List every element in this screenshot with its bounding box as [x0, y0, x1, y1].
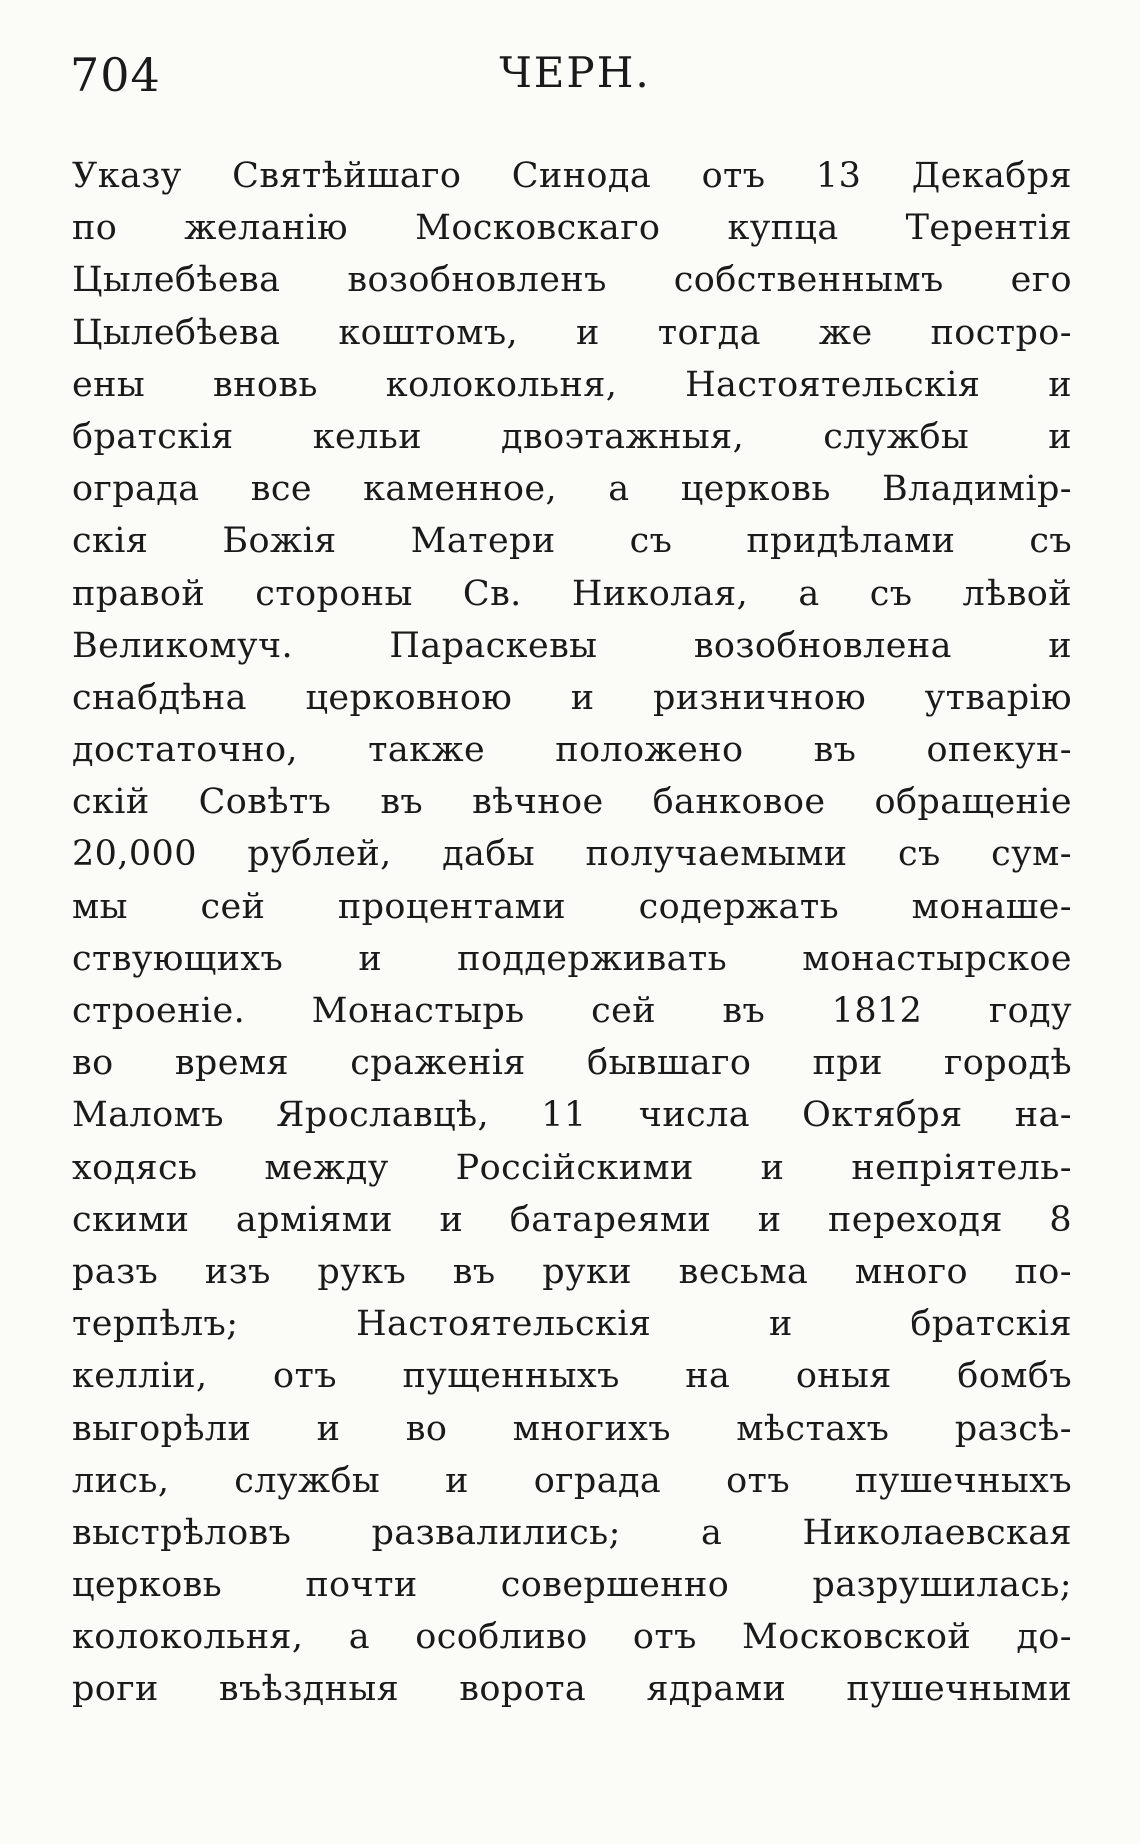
- text-line: разъ изъ рукъ въ руки весьма много по-: [72, 1251, 1072, 1292]
- text-line: терпѣлъ; Настоятельскія и братскія: [72, 1304, 1072, 1345]
- text-line: Маломъ Ярославцѣ, 11 числа Октября на-: [72, 1095, 1072, 1136]
- text-line: ходясь между Россійскими и непріятель-: [72, 1147, 1072, 1188]
- text-line: колокольня, а особливо отъ Московской до-: [72, 1617, 1072, 1658]
- header-title: ЧЕРН.: [499, 48, 651, 97]
- text-line: правой стороны Св. Николая, а съ лѣвой: [72, 573, 1072, 614]
- text-line: скія Божія Матери съ придѣлами съ: [72, 521, 1072, 562]
- text-line: выгорѣли и во многихъ мѣстахъ разсѣ-: [72, 1408, 1072, 1449]
- text-line: ены вновь колокольня, Настоятельскія и: [72, 364, 1072, 405]
- text-line: мы сей процентами содержать монаше-: [72, 886, 1072, 927]
- text-line: выстрѣловъ развалились; а Николаевская: [72, 1512, 1072, 1553]
- text-line: ограда все каменное, а церковь Владимір-: [72, 469, 1072, 510]
- text-line: братскія кельи двоэтажныя, службы и: [72, 416, 1072, 457]
- text-line: строеніе. Монастырь сей въ 1812 году: [72, 991, 1072, 1031]
- text-line: роги въѣздныя ворота ядрами пушечными: [72, 1669, 1072, 1710]
- text-line: келліи, отъ пущенныхъ на оныя бомбъ: [72, 1356, 1072, 1397]
- page-number: 704: [70, 48, 161, 102]
- body-text: [72, 150, 1072, 1716]
- text-line: скими арміями и батареями и переходя 8: [72, 1199, 1072, 1240]
- text-line: во время сраженія бывшаго при городѣ: [72, 1043, 1072, 1084]
- text-line: Великомуч. Параскевы возобновлена и: [72, 625, 1072, 666]
- text-line: церковь почти совершенно разрушилась;: [72, 1565, 1072, 1606]
- running-head: [70, 48, 1080, 118]
- text-line: ствующихъ и поддерживать монастырское: [72, 938, 1072, 979]
- text-line: скій Совѣтъ въ вѣчное банковое обращеніе: [72, 782, 1072, 823]
- text-line: по желанію Московскаго купца Терентія: [72, 208, 1072, 249]
- text-line: Цылебѣева коштомъ, и тогда же постро-: [72, 312, 1072, 353]
- text-line: 20,000 рублей, дабы получаемыми съ сум-: [72, 834, 1072, 875]
- text-line: снабдѣна церковною и ризничною утварію: [72, 677, 1072, 718]
- text-line: Указу Святѣйшаго Синода отъ 13 Декабря: [72, 156, 1072, 196]
- text-line: лись, службы и ограда отъ пушечныхъ: [72, 1460, 1072, 1501]
- text-line: достаточно, также положено въ опекун-: [72, 730, 1072, 771]
- text-line: Цылебѣева возобновленъ собственнымъ его: [72, 260, 1072, 301]
